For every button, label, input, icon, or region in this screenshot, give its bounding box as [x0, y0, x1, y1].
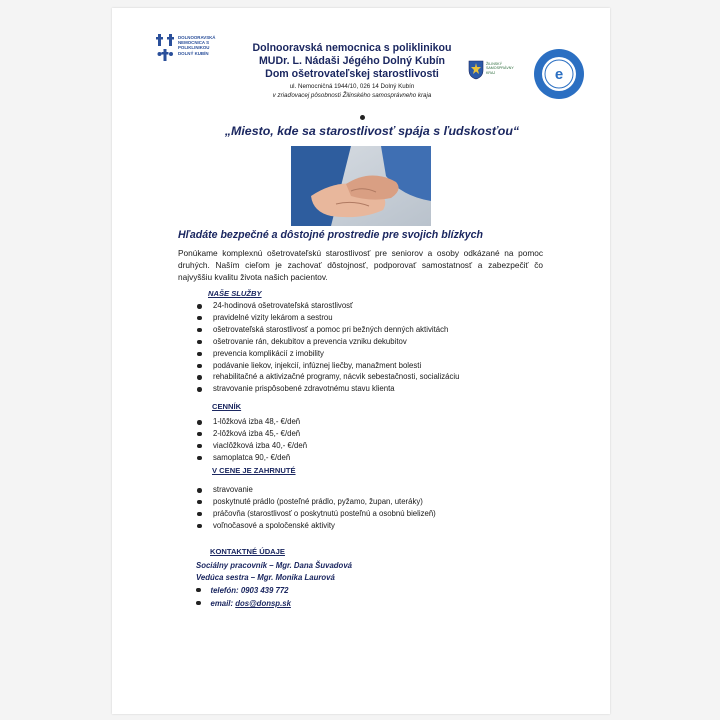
list-item: stravovanie prispôsobené zdravotnému stavu klienta [197, 383, 459, 395]
included-title: V CENE JE ZAHRNUTÉ [212, 466, 296, 475]
list-item: pravidelné vizity lekárom a sestrou [197, 312, 459, 324]
certification-seal-icon [533, 48, 585, 100]
list-item: rehabilitačné a aktivizačné programy, nácvik sebestačnosti, socializáciu [197, 371, 459, 383]
list-item: 24-hodinová ošetrovateľská starostlivosť [197, 300, 459, 312]
prices-list [197, 416, 307, 464]
hospital-logo-icon [156, 32, 176, 66]
list-item: stravovanie [197, 484, 436, 496]
jurisdiction-note: v zriaďovacej pôsobnosti Žilinského samosprávneho kraja [272, 92, 432, 99]
hospital-name: Dolnooravská nemocnica s poliklinikou [252, 42, 452, 54]
department-name: Dom ošetrovateľskej starostlivosti [265, 68, 439, 80]
list-item: 2-lôžková izba 45,- €/deň [197, 428, 307, 440]
list-item: ošetrovanie rán, dekubitov a prevencia vzniku dekubitov [197, 336, 459, 348]
hospital-name-line2: MUDr. L. Nádaši Jégého Dolný Kubín [258, 55, 445, 67]
list-item: poskytnuté prádlo (posteľné prádlo, pyžamo, župan, uteráky) [197, 496, 436, 508]
contact-title: KONTAKTNÉ ÚDAJE [210, 547, 285, 556]
hospital-logo-text: DOLNOORAVSKÁ NEMOCNICA S POLIKLINIKOU DOLNÝ KUBÍN [178, 35, 216, 56]
services-title: NAŠE SLUŽBY [208, 289, 262, 298]
phone-line [196, 586, 289, 595]
list-item: voľnočasové a spoločenské aktivity [197, 520, 436, 532]
regional-crest-icon [468, 60, 484, 80]
included-list [197, 484, 436, 532]
list-item: ošetrovateľská starostlivosť a pomoc pri bežných denných aktivitách [197, 324, 459, 336]
intro-paragraph: Ponúkame komplexnú ošetrovateľskú starostlivosť pre seniorov a osoby odkázané na pomoc druhých. Naším cieľom je zachovať dôstojnosť, podporovať samostatnosť a zabezpečiť čo najvyššiu kvalitu života našich pacientov. [178, 248, 543, 282]
letterhead [222, 42, 482, 100]
section-heading: Hľadáte bezpečné a dôstojné prostredie pre svojich blízkych [178, 229, 484, 241]
bullet-icon [196, 588, 201, 593]
list-item: práčovňa (starostlivosť o poskytnutú posteľnú a osobnú bielizeň) [197, 508, 436, 520]
svg-text:e: e [554, 66, 564, 83]
list-item: 1-lôžková izba 48,- €/deň [197, 416, 307, 428]
email-label: email: [210, 599, 234, 608]
list-item: podávanie liekov, injekcií, infúznej liečby, manažment bolesti [197, 360, 459, 372]
email-link[interactable]: dos@donsp.sk [235, 599, 291, 608]
social-worker: Sociálny pracovník – Mgr. Dana Šuvadová [196, 561, 352, 570]
regional-crest-text: ŽILINSKÝ SAMOSPRÁVNY KRAJ [486, 62, 514, 75]
address: ul. Nemocničná 1944/10, 026 14 Dolný Kubín [289, 83, 415, 90]
caring-hands-photo [291, 146, 431, 226]
services-list [197, 300, 459, 395]
list-item: prevencia komplikácií z imobility [197, 348, 459, 360]
bullet-icon [196, 601, 201, 606]
motto: „Miesto, kde sa starostlivosť spája s ľudskosťou“ [224, 124, 520, 138]
separator-dot [360, 115, 365, 120]
phone-number: telefón: 0903 439 772 [210, 586, 289, 595]
document-page [112, 8, 610, 714]
head-nurse: Vedúca sestra – Mgr. Monika Laurová [196, 573, 335, 582]
email-line [196, 599, 291, 608]
list-item: samoplatca 90,- €/deň [197, 452, 307, 464]
list-item: viaclôžková izba 40,- €/deň [197, 440, 307, 452]
prices-title: CENNÍK [212, 402, 242, 411]
